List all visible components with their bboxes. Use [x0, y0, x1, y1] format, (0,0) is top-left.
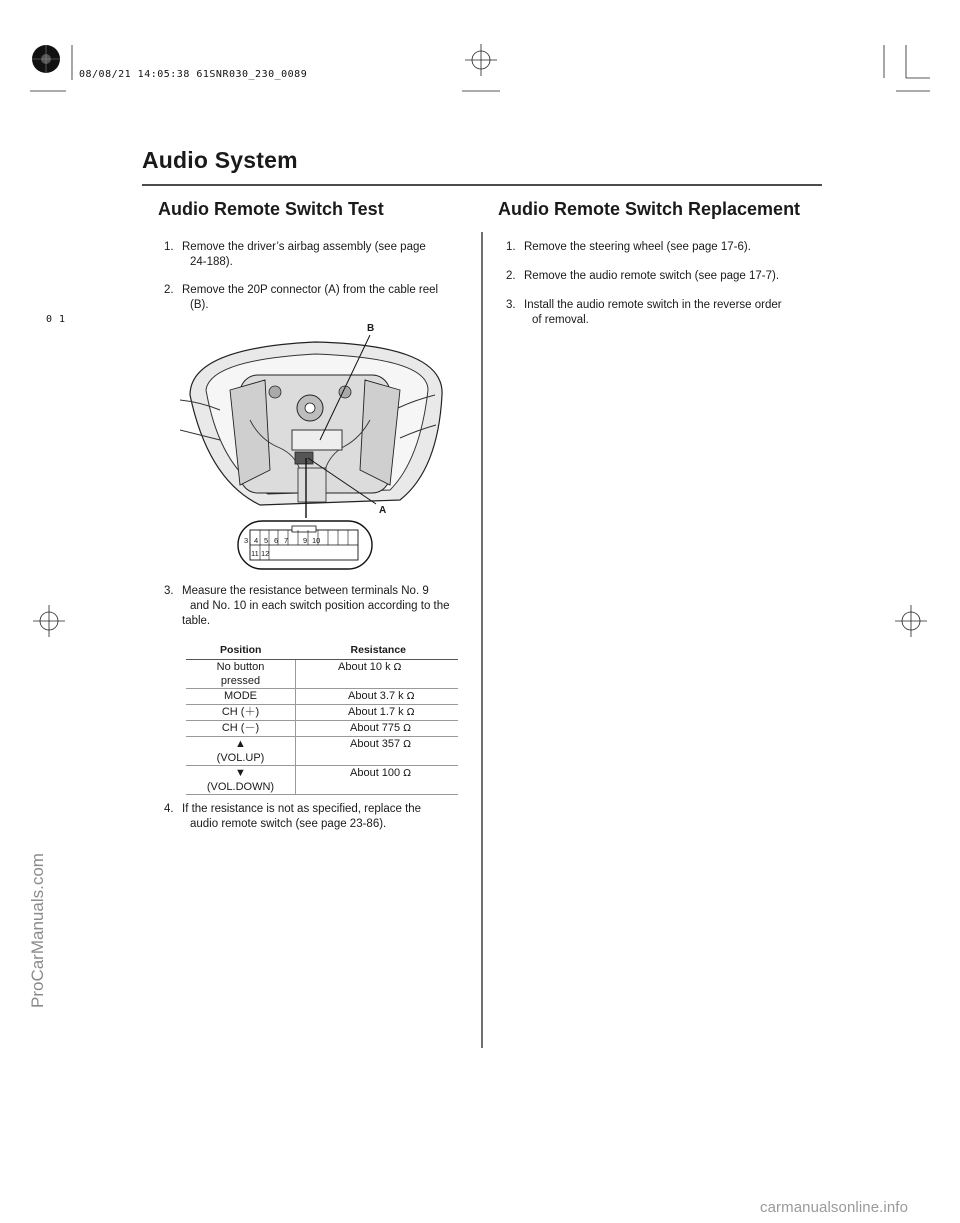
table-row [186, 737, 458, 766]
step-text-cont: (B). [190, 299, 209, 311]
step-text: Remove the audio remote switch (see page 17-7). [524, 270, 780, 282]
pin-label: 6 [274, 536, 279, 545]
table-row [186, 660, 458, 689]
crosshair-icon [895, 605, 927, 637]
step-1 [164, 240, 464, 270]
resistance-cell: About 100 [350, 767, 401, 779]
table-row [186, 705, 458, 721]
ohm-unit: Ω [406, 707, 415, 718]
step-text-cont: and No. 10 in each switch position according to the [190, 600, 450, 612]
pin-label: 10 [312, 536, 321, 545]
step-4 [164, 802, 464, 832]
step-number: 3. [506, 299, 516, 311]
pin-label: 3 [244, 536, 249, 545]
pin-label: 4 [254, 536, 259, 545]
figure-label-b: B [367, 323, 375, 334]
position-cell: CH (－) [221, 722, 260, 734]
step-number: 4. [164, 803, 174, 815]
resistance-cell: About 1.7 k [348, 706, 404, 718]
pin-label: 5 [264, 536, 269, 545]
ohm-unit: Ω [403, 739, 411, 750]
step-number: 1. [164, 241, 174, 253]
step-number: 2. [506, 270, 516, 282]
step-text-cont: audio remote switch (see page 23-86). [190, 818, 387, 830]
resistance-cell: About 775 [350, 722, 401, 734]
pin-label: 7 [284, 536, 289, 545]
ohm-unit: Ω [403, 723, 411, 734]
steering-wheel-figure [180, 320, 470, 580]
side-watermark: ProCarManuals.com [28, 853, 47, 1008]
replace-step-1 [506, 240, 806, 255]
position-cell: (VOL.UP) [216, 752, 265, 764]
table-header-row [186, 642, 458, 660]
figure-label-a: A [379, 505, 387, 516]
position-cell: CH (＋) [221, 706, 260, 718]
column-header-resistance: Resistance [296, 642, 459, 660]
page-title: Audio System [142, 147, 298, 173]
step-text: Install the audio remote switch in the reverse order [524, 299, 782, 311]
step-3 [164, 584, 464, 629]
ohm-unit: Ω [406, 691, 415, 702]
step-number: 3. [164, 585, 174, 597]
step-number: 2. [164, 284, 174, 296]
crosshair-icon [465, 44, 497, 76]
replace-step-3 [506, 298, 806, 328]
position-cell-cont: pressed [220, 675, 261, 687]
column-header-position: Position [186, 642, 296, 660]
down-arrow-icon: ▼ [235, 767, 246, 779]
pin-label: 12 [261, 549, 270, 558]
ohm-unit: Ω [393, 662, 402, 673]
crosshair-icon [33, 605, 65, 637]
crop-target-icon [32, 45, 60, 73]
step-text: If the resistance is not as specified, replace the [182, 803, 422, 815]
side-marker: 0 1 [46, 314, 66, 325]
pin-label: 9 [303, 536, 308, 545]
resistance-cell: About 357 [350, 738, 401, 750]
replace-step-2 [506, 269, 806, 284]
print-stamp: 08/08/21 14:05:38 61SNR030_230_0089 [79, 69, 308, 80]
resistance-table [186, 642, 458, 795]
step-text: Remove the driver’s airbag assembly (see page [182, 241, 426, 253]
step-text-cont: 24-188). [190, 256, 233, 268]
resistance-cell: About 3.7 k [348, 690, 404, 702]
table-row [186, 766, 458, 795]
position-cell: No button [216, 661, 265, 673]
section-title-test: Audio Remote Switch Test [158, 199, 384, 219]
resistance-cell: About 10 k [338, 661, 391, 673]
step-text-cont: of removal. [532, 314, 589, 326]
section-title-replacement: Audio Remote Switch Replacement [498, 199, 801, 219]
table-row [186, 721, 458, 737]
step-2 [164, 283, 464, 313]
footer-watermark: carmanualsonline.info [760, 1199, 909, 1216]
step-text: Remove the 20P connector (A) from the cable reel [182, 284, 439, 296]
step-text: Remove the steering wheel (see page 17-6). [524, 241, 751, 253]
position-cell: MODE [224, 690, 257, 702]
step-text: Measure the resistance between terminals No. 9 [182, 585, 429, 597]
up-arrow-icon: ▲ [235, 738, 246, 750]
pin-label: 11 [251, 549, 259, 558]
position-cell: (VOL.DOWN) [206, 781, 275, 793]
step-number: 1. [506, 241, 516, 253]
table-row [186, 689, 458, 705]
step-text-cont: table. [182, 615, 211, 627]
ohm-unit: Ω [403, 768, 411, 779]
